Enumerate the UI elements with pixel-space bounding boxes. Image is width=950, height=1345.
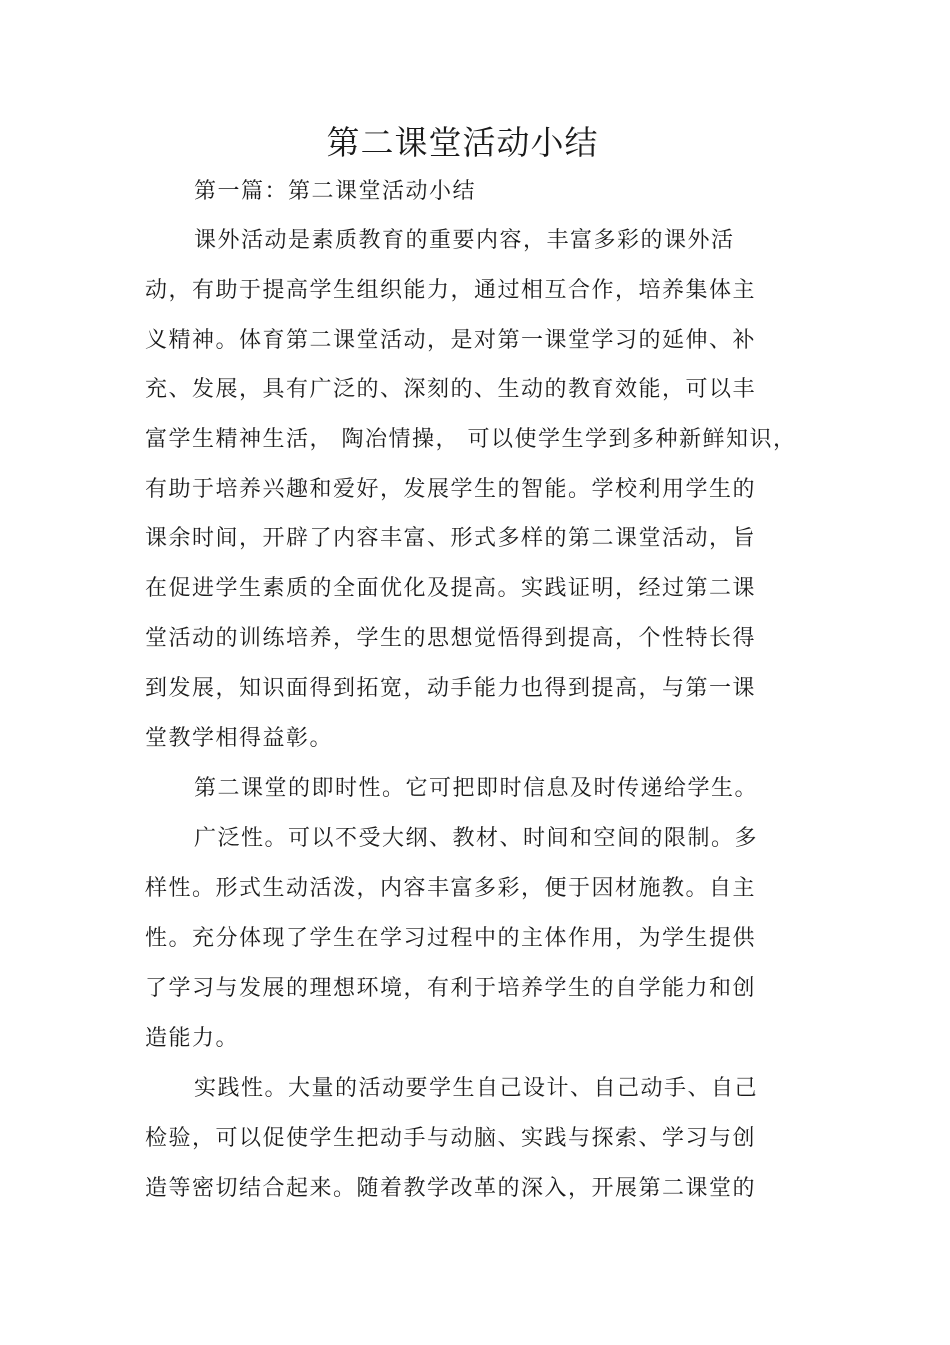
paragraph-line: 课余时间，开辟了内容丰富、形式多样的第二课堂活动，旨 (145, 526, 757, 551)
paragraph-line: 造等密切结合起来。随着教学改革的深入，开展第二课堂的 (145, 1176, 757, 1201)
paragraph-line: 堂活动的训练培养，学生的思想觉悟得到提高，个性特长得 (145, 626, 757, 651)
paragraph-line: 动，有助于提高学生组织能力，通过相互合作，培养集体主 (145, 278, 757, 303)
paragraph-line: 有助于培养兴趣和爱好，发展学生的智能。学校利用学生的 (145, 477, 757, 502)
paragraph-line: 造能力。 (145, 1026, 240, 1051)
paragraph-line: 在促进学生素质的全面优化及提高。实践证明，经过第二课 (145, 576, 757, 601)
paragraph-line: 富学生精神生活， 陶冶情操， 可以使学生学到多种新鲜知识， (145, 427, 797, 452)
paragraph-line: 义精神。体育第二课堂活动，是对第一课堂学习的延伸、补 (145, 328, 757, 353)
section-heading: 第一篇：第二课堂活动小结 (194, 179, 477, 204)
paragraph-line: 了学习与发展的理想环境，有利于培养学生的自学能力和创 (145, 976, 757, 1001)
paragraph-line: 堂教学相得益彰。 (145, 726, 334, 751)
paragraph-line: 性。充分体现了学生在学习过程中的主体作用，为学生提供 (145, 926, 757, 951)
paragraph-line: 实践性。大量的活动要学生自己设计、自己动手、自己 (194, 1076, 759, 1101)
paragraph-line: 样性。形式生动活泼，内容丰富多彩，便于因材施教。自主 (145, 876, 757, 901)
paragraph-line: 检验，可以促使学生把动手与动脑、实践与探索、学习与创 (145, 1126, 757, 1151)
paragraph-line: 广泛性。可以不受大纲、教材、时间和空间的限制。多 (194, 826, 759, 851)
paragraph-line: 到发展，知识面得到拓宽，动手能力也得到提高，与第一课 (145, 676, 757, 701)
paragraph-line: 课外活动是素质教育的重要内容，丰富多彩的课外活 (194, 228, 735, 253)
paragraph-line: 第二课堂的即时性。它可把即时信息及时传递给学生。 (194, 776, 759, 801)
document-title: 第二课堂活动小结 (326, 123, 599, 162)
paragraph-line: 充、发展，具有广泛的、深刻的、生动的教育效能，可以丰 (145, 377, 757, 402)
